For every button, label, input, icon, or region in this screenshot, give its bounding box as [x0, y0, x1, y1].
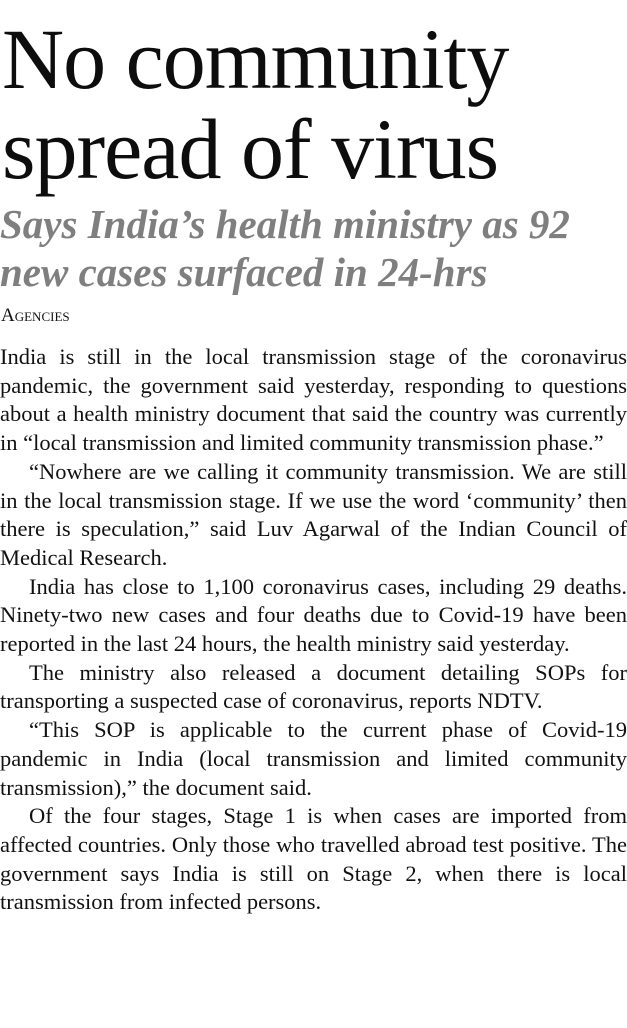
paragraph: The ministry also released a document detailing SOPs for transporting a suspected case of coronavirus, reports NDTV.: [0, 659, 627, 714]
byline: Agencies: [1, 305, 70, 326]
headline: No community spread of virus: [2, 11, 509, 197]
subheadline: Says India’s health ministry as 92 new cases surfaced in 24-hrs: [0, 201, 570, 295]
paragraph: “This SOP is applicable to the current phase of Covid-19 pandemic in India (local transmission and limited community transmission),” the document said.: [0, 717, 627, 800]
paragraph: India has close to 1,100 coronavirus cases, including 29 deaths. Ninety-two new cases and four deaths due to Covid-19 have been reported in the last 24 hours, the health ministry said yesterday.: [0, 573, 627, 657]
article-body: [0, 327, 627, 917]
paragraph: “Nowhere are we calling it community transmission. We are still in the local transmission stage. If we use the word ‘community’ then there is speculation,” said Luv Agarwal of the Indian Council of Medical Research.: [0, 458, 627, 570]
paragraph: Of the four stages, Stage 1 is when cases are imported from affected countries. Only those who travelled abroad test positive. The government says India is still on Stage 2, when there is local transmission from infected persons.: [0, 803, 627, 915]
paragraph: India is still in the local transmission stage of the coronavirus pandemic, the government said yesterday, responding to questions about a health ministry document that said the country was currently in “local transmission and limited community transmission phase.”: [0, 344, 627, 456]
